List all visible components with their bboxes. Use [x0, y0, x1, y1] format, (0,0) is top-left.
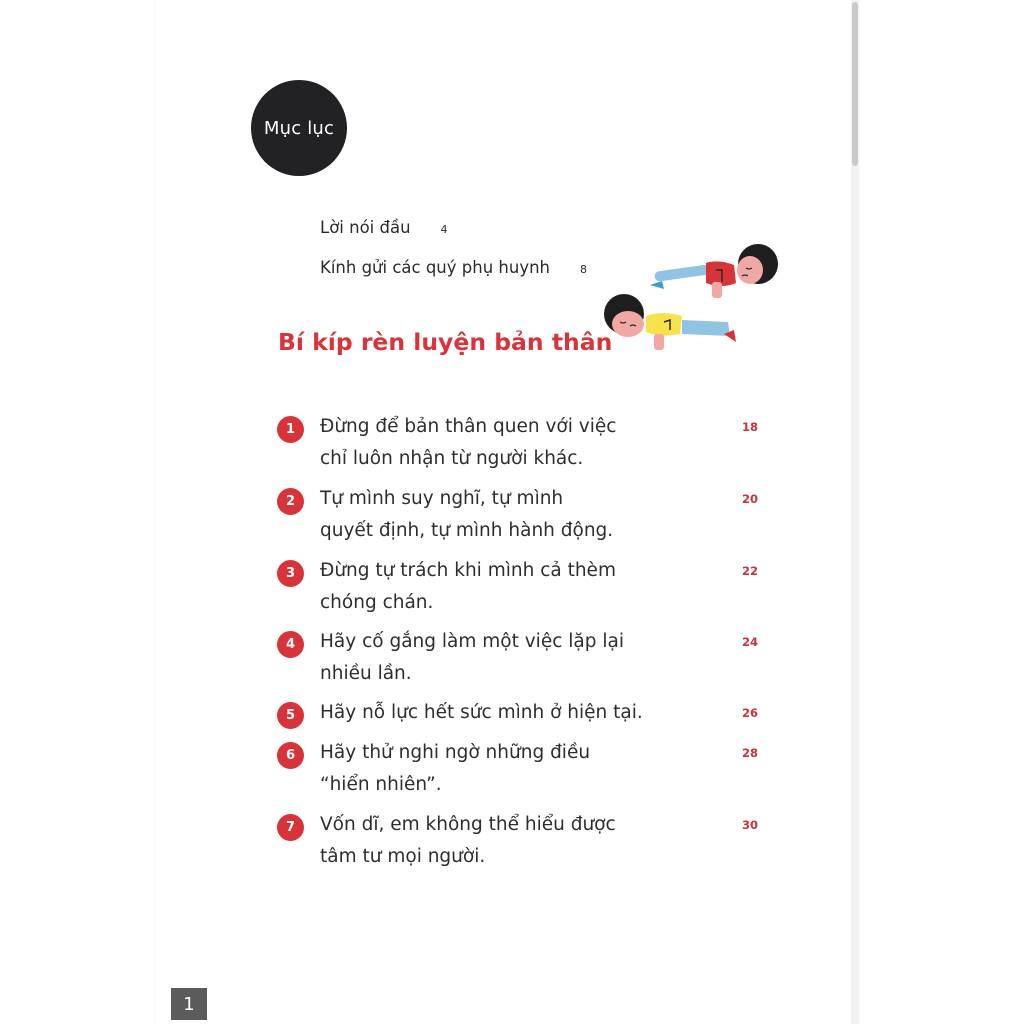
- entry-title-line2: chóng chán.: [320, 592, 434, 613]
- page-number-badge: [171, 988, 207, 1020]
- scrollbar-thumb[interactable]: [852, 2, 858, 166]
- entry-number-badge: 7: [277, 814, 304, 841]
- front-matter-label: Lời nói đầu: [320, 218, 411, 237]
- entry-number-badge: 1: [277, 416, 304, 443]
- entry-number-badge: 4: [277, 631, 304, 658]
- entry-title-line1: Tự mình suy nghĩ, tự mình: [320, 488, 564, 509]
- entry-title-line2: “hiển nhiên”.: [320, 774, 442, 795]
- front-matter-item[interactable]: [320, 218, 448, 237]
- entry-title-line1: Hãy thử nghi ngờ những điều: [320, 742, 591, 763]
- scrollbar[interactable]: [851, 0, 859, 1024]
- entry-page: 26: [742, 706, 759, 720]
- entry-title-line1: Hãy cố gắng làm một việc lặp lại: [320, 631, 624, 652]
- entry-title-line1: Đừng để bản thân quen với việc: [320, 416, 617, 437]
- entry-title-line2: chỉ luôn nhận từ người khác.: [320, 448, 584, 469]
- entry-title-line1: Hãy nỗ lực hết sức mình ở hiện tại.: [320, 702, 643, 723]
- pushup-kids-icon: [598, 238, 788, 358]
- entry-number-badge: 3: [277, 560, 304, 587]
- pushup-kids-illustration: [598, 238, 788, 362]
- front-matter-label: Kính gửi các quý phụ huynh: [320, 258, 550, 277]
- toc-title: Mục lục: [263, 117, 335, 139]
- entry-title-line2: nhiều lần.: [320, 663, 412, 684]
- entry-number-badge: 5: [277, 702, 304, 729]
- entry-page: 20: [742, 492, 759, 506]
- entry-page: 18: [742, 420, 759, 434]
- entry-page: 24: [742, 635, 759, 649]
- entry-page: 22: [742, 564, 759, 578]
- entry-page: 30: [742, 818, 759, 832]
- entry-title-line2: tâm tư mọi người.: [320, 846, 486, 867]
- entry-number-badge: 6: [277, 742, 304, 769]
- page-number: 1: [183, 993, 195, 1015]
- front-matter-page: 4: [440, 223, 448, 236]
- front-matter-item[interactable]: [320, 258, 587, 277]
- entry-title-line1: Vốn dĩ, em không thể hiểu được: [320, 814, 616, 835]
- toc-title-badge: [251, 80, 347, 176]
- entry-title-line2: quyết định, tự mình hành động.: [320, 520, 614, 541]
- section-title: Bí kíp rèn luyện bản thân: [278, 328, 613, 356]
- entry-page: 28: [742, 746, 759, 760]
- entry-title-line1: Đừng tự trách khi mình cả thèm: [320, 560, 616, 581]
- front-matter-page: 8: [580, 263, 587, 276]
- entry-number-badge: 2: [277, 488, 304, 515]
